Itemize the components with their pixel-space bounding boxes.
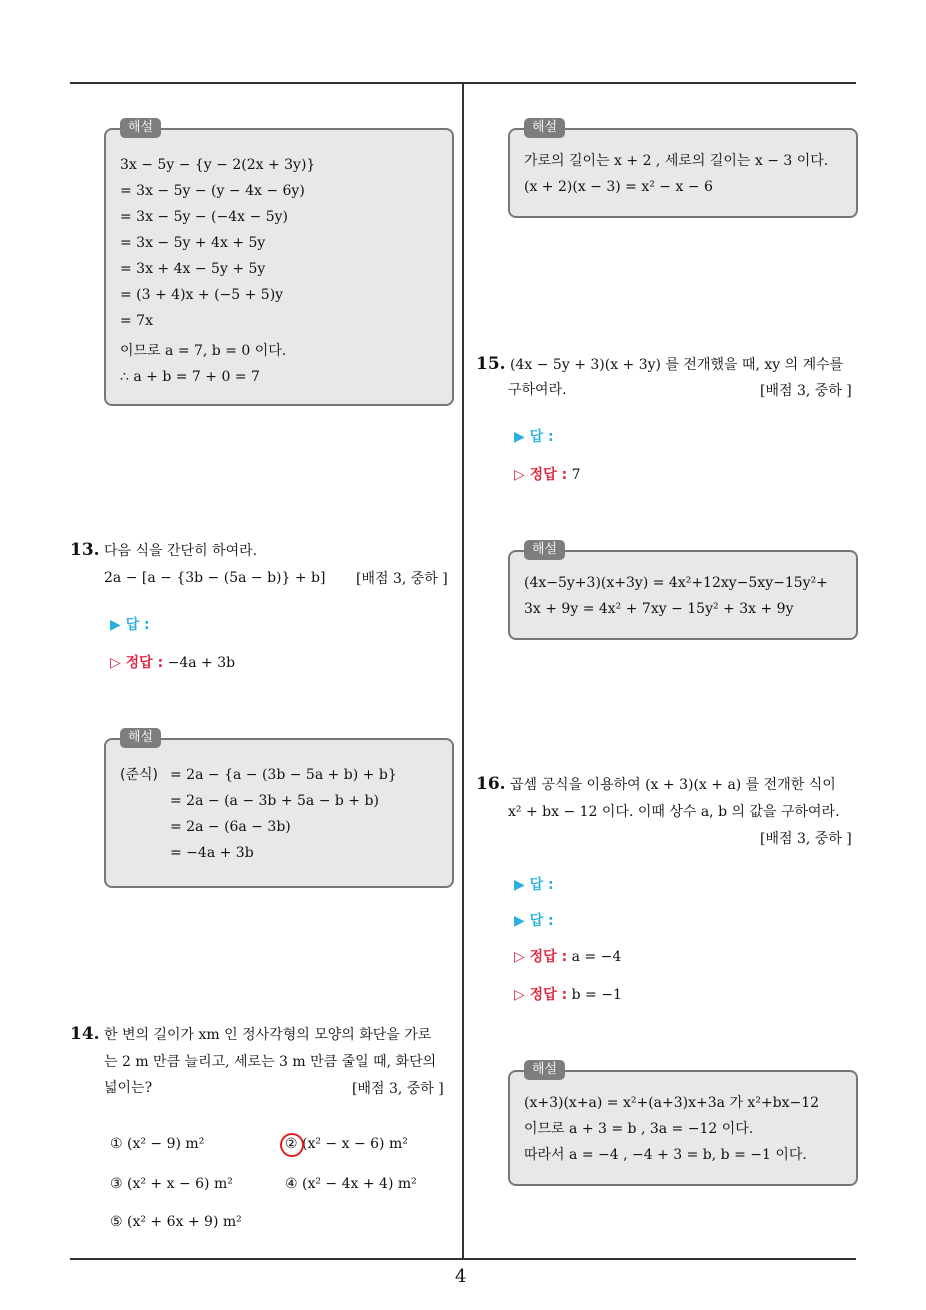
question-number: 14. <box>70 1024 100 1044</box>
column-divider <box>462 84 464 1260</box>
solution-line: = −4a + 3b <box>170 845 254 861</box>
answer-row-15 <box>514 426 554 446</box>
answer-label: ▶ 답 : <box>514 877 554 893</box>
choice-4[interactable]: ④ (x² − 4x + 4) m² <box>285 1176 417 1192</box>
solution-line: (x + 2)(x − 3) = x² − x − 6 <box>524 179 713 195</box>
question-15-points: [배점 3, 중하 ] <box>760 383 852 399</box>
question-14-points: [배점 3, 중하 ] <box>352 1081 444 1097</box>
solution-line: 따라서 a = −4 , −4 + 3 = b, b = −1 이다. <box>524 1147 807 1163</box>
solution-prefix: (준식) <box>120 767 158 783</box>
question-13 <box>70 538 460 563</box>
solution-tag: 해설 <box>120 728 161 748</box>
question-number: 13. <box>70 540 100 560</box>
solution-line: 이므로 a + 3 = b , 3a = −12 이다. <box>524 1121 754 1137</box>
correct-label: ▷ 정답 : <box>514 987 568 1003</box>
question-16-line2: x² + bx − 12 이다. 이때 상수 a, b 의 값을 구하여라. <box>508 804 840 820</box>
solution-line: = 2a − (a − 3b + 5a − b + b) <box>170 793 379 809</box>
question-text: (4x − 5y + 3)(x + 3y) 를 전개했을 때, xy 의 계수를 <box>510 357 844 373</box>
solution-tag: 해설 <box>524 1060 565 1080</box>
correct-answer-row-13 <box>110 652 235 672</box>
question-text: 다음 식을 간단히 하여라. <box>104 543 258 559</box>
solution-line: = 3x + 4x − 5y + 5y <box>120 261 266 277</box>
solution-line: (x+3)(x+a) = x²+(a+3)x+3a 가 x²+bx−12 <box>524 1095 820 1111</box>
correct-label: ▷ 정답 : <box>514 467 568 483</box>
question-number: 15. <box>476 354 506 374</box>
answer-row-16a <box>514 874 554 894</box>
choice-5[interactable]: ⑤ (x² + 6x + 9) m² <box>110 1214 242 1230</box>
solution-box-12 <box>104 120 454 406</box>
question-15 <box>476 352 866 377</box>
solution-line: ∴ a + b = 7 + 0 = 7 <box>120 369 260 385</box>
question-16-points: [배점 3, 중하 ] <box>760 831 852 847</box>
solution-line: = (3 + 4)x + (−5 + 5)y <box>120 287 284 303</box>
correct-label: ▷ 정답 : <box>110 655 164 671</box>
solution-line: (4x−5y+3)(x+3y) = 4x²+12xy−5xy−15y²+ <box>524 575 828 591</box>
solution-box-15 <box>508 542 858 640</box>
question-16 <box>476 772 866 797</box>
page-number: 4 <box>455 1266 467 1287</box>
question-text: 한 변의 길이가 xm 인 정사각형의 모양의 화단을 가로 <box>104 1027 432 1043</box>
correct-answer-row-15 <box>514 464 581 484</box>
answer-label: ▶ 답 : <box>514 913 554 929</box>
solution-line: = 3x − 5y + 4x + 5y <box>120 235 266 251</box>
choice-1[interactable]: ① (x² − 9) m² <box>110 1136 205 1152</box>
question-number: 16. <box>476 774 506 794</box>
solution-box-16 <box>508 1062 858 1186</box>
question-14-line3: 넓이는? <box>104 1080 153 1096</box>
correct-value: a = −4 <box>571 949 622 965</box>
solution-tag: 해설 <box>524 540 565 560</box>
correct-answer-row-16b <box>514 984 622 1004</box>
solution-line: 이므로 a = 7, b = 0 이다. <box>120 343 287 359</box>
question-text: 곱셈 공식을 이용하여 (x + 3)(x + a) 를 전개한 식이 <box>510 777 836 793</box>
question-13-points: [배점 3, 중하 ] <box>356 571 448 587</box>
correct-value: 7 <box>571 467 581 483</box>
solution-box-14 <box>508 120 858 218</box>
solution-line: 가로의 길이는 x + 2 , 세로의 길이는 x − 3 이다. <box>524 153 829 169</box>
answer-row-13 <box>110 614 150 634</box>
solution-line: = 2a − (6a − 3b) <box>170 819 291 835</box>
solution-box-13 <box>104 730 454 888</box>
answer-label: ▶ 답 : <box>110 617 150 633</box>
solution-line: 3x − 5y − {y − 2(2x + 3y)} <box>120 157 316 173</box>
solution-line: = 7x <box>120 313 153 329</box>
answer-row-16b <box>514 910 554 930</box>
solution-line: = 2a − {a − (3b − 5a + b) + b} <box>170 767 397 783</box>
solution-line: 3x + 9y = 4x² + 7xy − 15y² + 3x + 9y <box>524 601 794 617</box>
solution-line: = 3x − 5y − (−4x − 5y) <box>120 209 288 225</box>
question-14-line2: 는 2 m 만큼 늘리고, 세로는 3 m 만큼 줄일 때, 화단의 <box>104 1054 437 1070</box>
correct-answer-row-16a <box>514 946 621 966</box>
solution-tag: 해설 <box>120 118 161 138</box>
answer-label: ▶ 답 : <box>514 429 554 445</box>
choice-2[interactable]: ② (x² − x − 6) m² <box>285 1136 408 1152</box>
correct-value: −4a + 3b <box>167 655 236 671</box>
correct-label: ▷ 정답 : <box>514 949 568 965</box>
question-14 <box>70 1022 460 1047</box>
bottom-rule <box>70 1258 856 1260</box>
selected-choice-mark <box>280 1133 304 1157</box>
choice-3[interactable]: ③ (x² + x − 6) m² <box>110 1176 233 1192</box>
solution-tag: 해설 <box>524 118 565 138</box>
question-15-line2: 구하여라. <box>508 382 567 398</box>
solution-line: = 3x − 5y − (y − 4x − 6y) <box>120 183 305 199</box>
correct-value: b = −1 <box>571 987 622 1003</box>
question-13-expression: 2a − [a − {3b − (5a − b)} + b] <box>104 570 326 586</box>
